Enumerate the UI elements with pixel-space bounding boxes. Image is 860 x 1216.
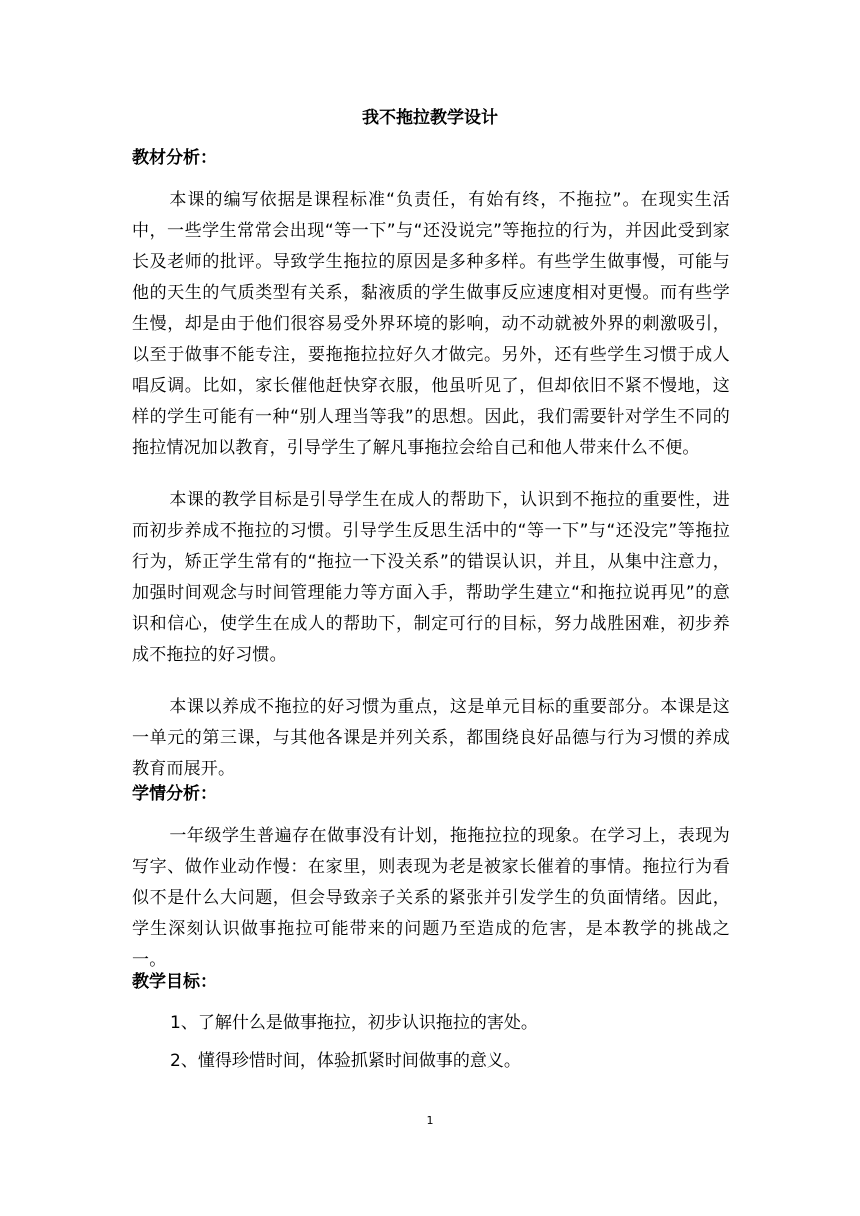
- section-heading-student-analysis: 学情分析：: [132, 784, 217, 804]
- list-item-goal-1: 1、了解什么是做事拖拉，初步认识拖拉的害处。: [170, 1013, 538, 1033]
- section-heading-teaching-goals: 教学目标：: [132, 972, 217, 992]
- document-title: 我不拖拉教学设计: [362, 108, 498, 128]
- list-item-goal-2: 2、懂得珍惜时间，体验抓紧时间做事的意义。: [170, 1051, 521, 1071]
- paragraph-textbook-3: 本课以养成不拖拉的好习惯为重点，这是单元目标的重要部分。本课是这一单元的第三课，与其他各课是并列关系，都围绕良好品德与行为习惯的养成教育而展开。: [132, 697, 730, 779]
- section-heading-textbook-analysis: 教材分析：: [132, 148, 217, 168]
- paragraph-textbook-2: 本课的教学目标是引导学生在成人的帮助下，认识到不拖拉的重要性，进而初步养成不拖拉的习惯。引导学生反思生活中的“等一下”与“还没完”等拖拉行为，矫正学生常有的“拖拉一下没关系”的错误认识，并且，从集中注意力，加强时间观念与时间管理能力等方面入手，帮助学生建立“和拖拉说再见”的意识和信心，使学生在成人的帮助下，制定可行的目标，努力战胜困难，初步养成不拖拉的好习惯。: [132, 490, 730, 665]
- paragraph-textbook-1: 本课的编写依据是课程标准“负责任，有始有终，不拖拉”。在现实生活中，一些学生常常会出现“等一下”与“还没说完”等拖拉的行为，并因此受到家长及老师的批评。导致学生拖拉的原因是多种多样。有些学生做事慢，可能与他的天生的气质类型有关系，黏液质的学生做事反应速度相对更慢。而有些学生慢，却是由于他们很容易受外界环境的影响，动不动就被外界的刺激吸引，以至于做事不能专注，要拖拖拉拉好久才做完。另外，还有些学生习惯于成人唱反调。比如，家长催他赶快穿衣服，他虽听见了，但却依旧不紧不慢地，这样的学生可能有一种“别人理当等我”的思想。因此，我们需要针对学生不同的拖拉情况加以教育，引导学生了解凡事拖拉会给自己和他人带来什么不便。: [132, 190, 730, 458]
- page-number: 1: [426, 1114, 434, 1127]
- paragraph-student-analysis: 一年级学生普遍存在做事没有计划，拖拖拉拉的现象。在学习上，表现为写字、做作业动作慢：在家里，则表现为老是被家长催着的事情。拖拉行为看似不是什么大问题，但会导致亲子关系的紧张并引发学生的负面情绪。因此，学生深刻认识做事拖拉可能带来的问题乃至造成的危害，是本教学的挑战之一。: [132, 826, 730, 970]
